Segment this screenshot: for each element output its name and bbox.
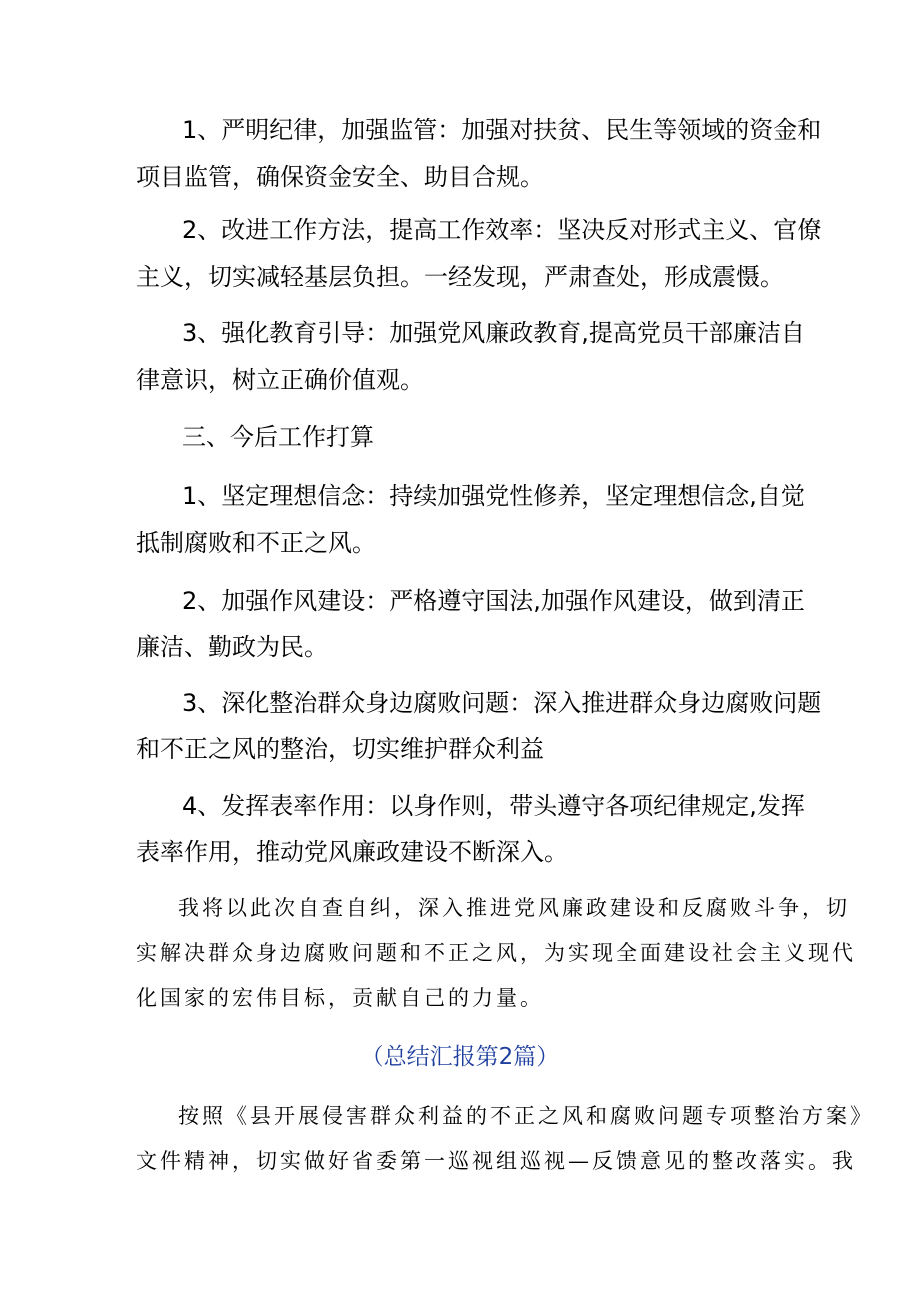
report-2-intro-line-2: 文件精神，切实做好省委第一巡视组巡视—反馈意见的整改落实。我 (136, 1149, 856, 1173)
plan-3-line-1: 3、深化整治群众身边腐败问题：深入推进群众身边腐败问题 (182, 689, 822, 717)
plan-3-line-2: 和不正之风的整治，切实维护群众利益 (136, 735, 544, 763)
measure-3-line-1: 3、强化教育引导：加强党风廉政教育,提高党员干部廉洁自 (182, 319, 805, 347)
closing-line-1: 我将以此次自查自纠，深入推进党风廉政建设和反腐败斗争，切 (178, 896, 850, 920)
section-heading: 三、今后工作打算 (182, 423, 374, 451)
plan-1-line-2: 抵制腐败和不正之风。 (136, 529, 376, 557)
measure-2-line-2: 主义，切实减轻基层负担。一经发现，严肃查处，形成震慑。 (136, 263, 784, 291)
measure-2-line-1: 2、改进工作方法，提高工作效率：坚决反对形式主义、官僚 (182, 216, 822, 244)
plan-4-line-1: 4、发挥表率作用：以身作则，带头遵守各项纪律规定,发挥 (182, 792, 805, 820)
plan-1-line-1: 1、坚定理想信念：持续加强党性修养，坚定理想信念,自觉 (182, 482, 805, 510)
measure-1-line-2: 项目监管，确保资金安全、助目合规。 (136, 163, 544, 191)
plan-4-line-2: 表率作用，推动党风廉政建设不断深入。 (136, 838, 568, 866)
plan-2-line-1: 2、加强作风建设：严格遵守国法,加强作风建设，做到清正 (182, 587, 805, 615)
closing-line-3: 化国家的宏伟目标，贡献自己的力量。 (136, 986, 544, 1010)
plan-2-line-2: 廉洁、勤政为民。 (136, 633, 328, 661)
measure-1-line-1: 1、严明纪律，加强监管：加强对扶贫、民生等领域的资金和 (182, 116, 822, 144)
measure-3-line-2: 律意识，树立正确价值观。 (136, 366, 424, 394)
report-2-intro-line-1: 按照《县开展侵害群众利益的不正之风和腐败问题专项整治方案》 (178, 1104, 874, 1128)
closing-line-2: 实解决群众身边腐败问题和不正之风，为实现全面建设社会主义现代 (136, 941, 856, 965)
report-2-title: （总结汇报第2篇） (360, 1044, 560, 1070)
